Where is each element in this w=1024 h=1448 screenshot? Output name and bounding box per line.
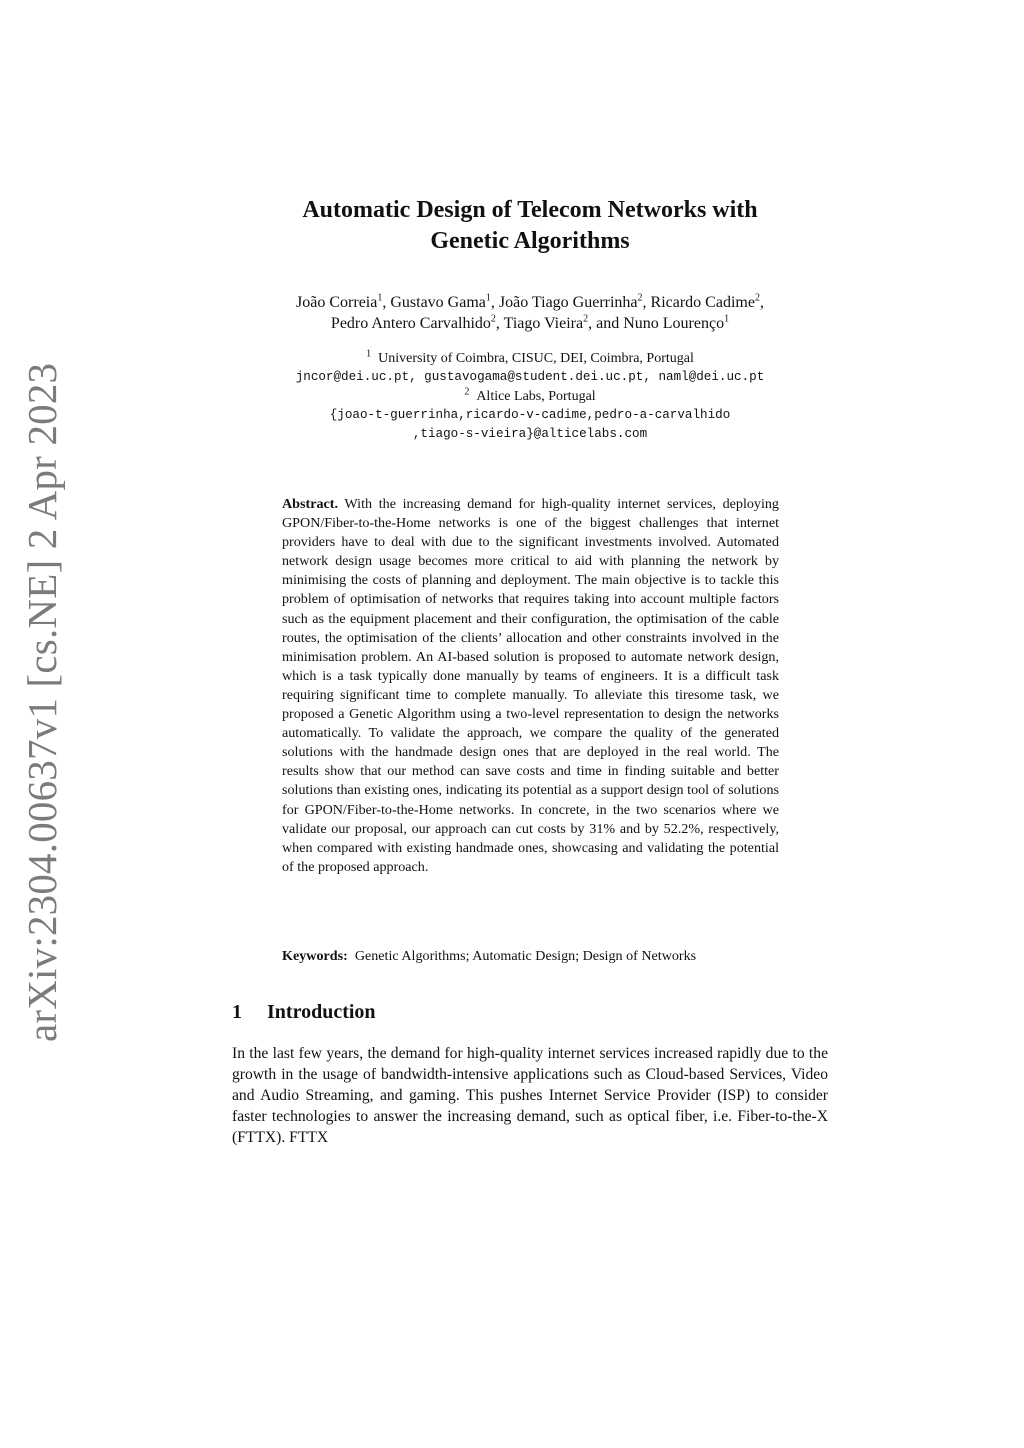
author-line-1 bbox=[232, 292, 828, 313]
paper-title bbox=[232, 195, 828, 257]
author-separator: , bbox=[495, 315, 504, 332]
author-line-2 bbox=[232, 313, 828, 334]
abstract bbox=[282, 495, 779, 877]
affiliation-name: University of Coimbra, CISUC, DEI, Coimbra, Portugal bbox=[378, 351, 694, 366]
affiliation-2 bbox=[232, 387, 828, 406]
affiliations-block bbox=[232, 349, 828, 444]
author-separator: , bbox=[490, 294, 499, 311]
author-separator: , bbox=[642, 294, 651, 311]
keywords-label: Keywords: bbox=[282, 948, 348, 964]
author-name: João Correia bbox=[296, 294, 378, 311]
author-name: Ricardo Cadime bbox=[650, 294, 755, 311]
author-name: João Tiago Guerrinha bbox=[498, 294, 638, 311]
arxiv-identifier-stamp: arXiv:2304.00637v1 [cs.NE] 2 Apr 2023 bbox=[19, 362, 65, 1042]
section-number: 1 bbox=[232, 1001, 242, 1023]
author-separator: , bbox=[382, 294, 391, 311]
author-separator: , and bbox=[588, 315, 624, 332]
author-affiliation-marker: 2 bbox=[583, 313, 589, 325]
affiliation-2-emails-line-2: ,tiago-s-vieira}@alticelabs.com bbox=[412, 427, 648, 441]
abstract-text: With the increasing demand for high-quality internet services, deploying GPON/Fiber-to-the-Home networks is one of the biggest challenges that internet providers have to deal with due to the significant investments involved. Automated network design usage becomes more critical to aid with planning the network by minimising the costs of planning and deployment. The main objective is to tackle this problem of optimisation of networks that requires taking into account multiple factors such as the equipment placement and their configuration, the optimisation of the cable routes, the optimisation of the clients’ allocation and other constraints involved in the minimisation problem. An AI-based solution is proposed to automate network design, which is a task typically done manually by teams of engineers. It is a difficult task requiring significant time to complete manually. To alleviate this tiresome task, we proposed a Genetic Algorithm using a two-level representation to design the networks automatically. To validate the approach, we compare the quality of the generated solutions with the handmade design ones that are deployed in the real world. The results show that our method can save costs and time in finding suitable and better solutions than existing ones, indicating its potential as a support design tool of solutions for GPON/Fiber-to-the-Home networks. In concrete, in the two scenarios where we validate our proposal, our approach can cut costs by 31% and by 52.2%, respectively, when compared with existing handmade ones, showcasing and validating the potential of the proposed approach. bbox=[282, 496, 779, 875]
affiliation-marker: 2 bbox=[464, 386, 470, 398]
author-name: Tiago Vieira bbox=[503, 315, 584, 332]
introduction-paragraph: In the last few years, the demand for high-quality internet services increased rapidly due to the growth in the usage of bandwidth-intensive applications such as Cloud-based Services, Video and Audio Streaming, and gaming. This pushes Internet Service Provider (ISP) to consider faster technologies to answer the increasing demand, such as optical fiber, i.e. Fiber-to-the-X (FTTX). FTTX bbox=[232, 1045, 828, 1146]
author-name: Gustavo Gama bbox=[390, 294, 486, 311]
author-name: Pedro Antero Carvalhido bbox=[330, 315, 491, 332]
affiliation-marker: 1 bbox=[366, 348, 372, 360]
section-title: Introduction bbox=[267, 1001, 376, 1023]
keywords-text: Genetic Algorithms; Automatic Design; Design of Networks bbox=[354, 948, 697, 964]
author-affiliation-marker: 2 bbox=[490, 313, 496, 325]
author-separator: , bbox=[759, 294, 764, 311]
author-name: Nuno Lourenço bbox=[623, 315, 725, 332]
keywords bbox=[282, 947, 779, 966]
author-affiliation-marker: 2 bbox=[637, 292, 643, 304]
author-list bbox=[232, 292, 828, 334]
author-affiliation-marker: 2 bbox=[754, 292, 760, 304]
author-affiliation-marker: 1 bbox=[377, 292, 383, 304]
affiliation-2-emails-line-1: {joao-t-guerrinha,ricardo-v-cadime,pedro-a-carvalhido bbox=[329, 408, 731, 422]
author-affiliation-marker: 1 bbox=[724, 313, 730, 325]
paper-title-line-1: Automatic Design of Telecom Networks with bbox=[302, 197, 758, 223]
affiliation-name: Altice Labs, Portugal bbox=[476, 389, 596, 404]
abstract-label: Abstract. bbox=[282, 496, 338, 512]
author-affiliation-marker: 1 bbox=[485, 292, 491, 304]
affiliation-1 bbox=[232, 349, 828, 368]
paper-title-line-2: Genetic Algorithms bbox=[430, 228, 630, 254]
section-heading-introduction bbox=[232, 999, 828, 1025]
affiliation-1-emails: jncor@dei.uc.pt, gustavogama@student.dei.uc.pt, naml@dei.uc.pt bbox=[295, 370, 765, 384]
